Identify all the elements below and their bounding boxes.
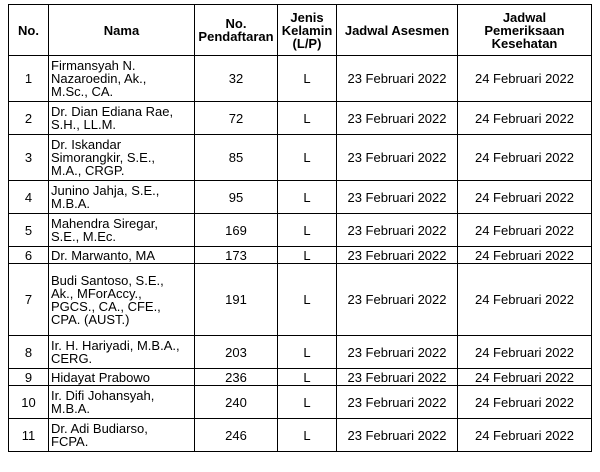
registration-number: 246 [195,419,278,452]
registration-number: 203 [195,336,278,369]
assessment-date: 23 Februari 2022 [337,214,458,247]
registration-number: 191 [195,264,278,336]
header-row [9,5,592,56]
table-row [9,264,592,336]
gender: L [278,336,337,369]
candidate-name: Hidayat Prabowo [49,369,195,386]
gender: L [278,419,337,452]
medical-checkup-date: 24 Februari 2022 [458,214,592,247]
header-registration-number: No. Pendaftaran [195,5,278,56]
table-row [9,247,592,264]
assessment-date: 23 Februari 2022 [337,386,458,419]
table-row [9,214,592,247]
table-row [9,369,592,386]
row-number: 11 [9,419,49,452]
row-number: 4 [9,181,49,214]
assessment-date: 23 Februari 2022 [337,419,458,452]
table-row [9,386,592,419]
table-row [9,102,592,135]
registration-number: 72 [195,102,278,135]
assessment-date: 23 Februari 2022 [337,264,458,336]
candidate-name: Ir. Difi Johansyah, M.B.A. [49,386,195,419]
row-number: 8 [9,336,49,369]
assessment-date: 23 Februari 2022 [337,369,458,386]
table-row [9,181,592,214]
table-row [9,419,592,452]
assessment-date: 23 Februari 2022 [337,56,458,102]
candidate-name: Budi Santoso, S.E., Ak., MForAccy., PGCS., CA., CFE., CPA. (AUST.) [49,264,195,336]
row-number: 5 [9,214,49,247]
row-number: 7 [9,264,49,336]
gender: L [278,247,337,264]
gender: L [278,135,337,181]
candidate-name: Firmansyah N. Nazaroedin, Ak., M.Sc., CA. [49,56,195,102]
candidate-name: Dr. Dian Ediana Rae, S.H., LL.M. [49,102,195,135]
header-medical-schedule: Jadwal Pemeriksaan Kesehatan [458,5,592,56]
assessment-date: 23 Februari 2022 [337,336,458,369]
registration-number: 169 [195,214,278,247]
table-row [9,336,592,369]
candidate-name: Junino Jahja, S.E., M.B.A. [49,181,195,214]
gender: L [278,214,337,247]
registration-number: 173 [195,247,278,264]
gender: L [278,369,337,386]
registration-number: 32 [195,56,278,102]
assessment-date: 23 Februari 2022 [337,135,458,181]
header-assessment-schedule: Jadwal Asesmen [337,5,458,56]
assessment-date: 23 Februari 2022 [337,247,458,264]
gender: L [278,386,337,419]
candidate-name: Dr. Adi Budiarso, FCPA. [49,419,195,452]
medical-checkup-date: 24 Februari 2022 [458,419,592,452]
table-body [9,56,592,452]
candidate-name: Ir. H. Hariyadi, M.B.A., CERG. [49,336,195,369]
candidate-name: Mahendra Siregar, S.E., M.Ec. [49,214,195,247]
medical-checkup-date: 24 Februari 2022 [458,336,592,369]
medical-checkup-date: 24 Februari 2022 [458,102,592,135]
gender: L [278,181,337,214]
row-number: 6 [9,247,49,264]
medical-checkup-date: 24 Februari 2022 [458,181,592,214]
registration-number: 85 [195,135,278,181]
header-gender: Jenis Kelamin (L/P) [278,5,337,56]
medical-checkup-date: 24 Februari 2022 [458,56,592,102]
medical-checkup-date: 24 Februari 2022 [458,135,592,181]
registration-number: 236 [195,369,278,386]
medical-checkup-date: 24 Februari 2022 [458,369,592,386]
schedule-table [8,4,592,452]
table-row [9,135,592,181]
header-no: No. [9,5,49,56]
gender: L [278,56,337,102]
row-number: 1 [9,56,49,102]
gender: L [278,264,337,336]
table-row [9,56,592,102]
gender: L [278,102,337,135]
row-number: 9 [9,369,49,386]
candidate-name: Dr. Marwanto, MA [49,247,195,264]
registration-number: 95 [195,181,278,214]
medical-checkup-date: 24 Februari 2022 [458,264,592,336]
row-number: 10 [9,386,49,419]
medical-checkup-date: 24 Februari 2022 [458,247,592,264]
header-name: Nama [49,5,195,56]
candidate-name: Dr. Iskandar Simorangkir, S.E., M.A., CRGP. [49,135,195,181]
assessment-date: 23 Februari 2022 [337,181,458,214]
row-number: 3 [9,135,49,181]
registration-number: 240 [195,386,278,419]
row-number: 2 [9,102,49,135]
assessment-date: 23 Februari 2022 [337,102,458,135]
medical-checkup-date: 24 Februari 2022 [458,386,592,419]
